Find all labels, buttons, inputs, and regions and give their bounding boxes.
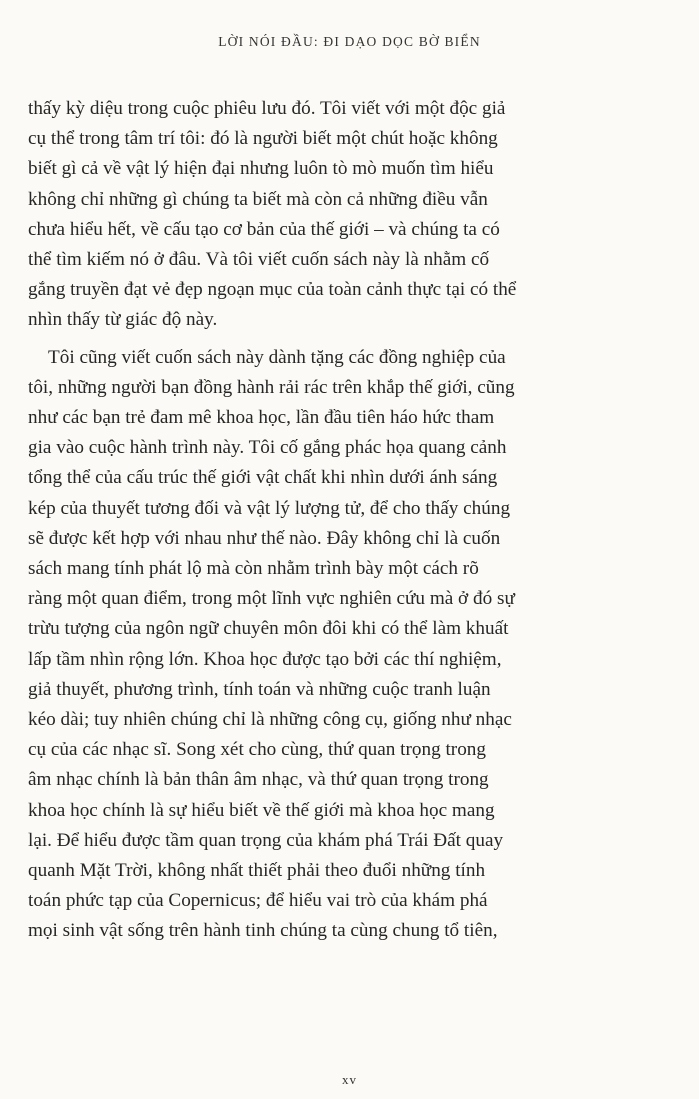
text-line: âm nhạc chính là bản thân âm nhạc, và thứ quan trọng trong (28, 769, 489, 791)
text-line: lại. Để hiểu được tầm quan trọng của khám phá Trái Đất quay (28, 829, 504, 851)
text-line: thể tìm kiếm nó ở đâu. Và tôi viết cuốn sách này là nhằm cố (28, 249, 490, 271)
text-line: tổng thể của cấu trúc thế giới vật chất khi nhìn dưới ánh sáng (28, 467, 498, 489)
text-line: gắng truyền đạt vẻ đẹp ngoạn mục của toàn cảnh thực tại có thể (28, 279, 517, 301)
text-line: nhìn thấy từ giác độ này. (28, 309, 218, 331)
text-line: Tôi cũng viết cuốn sách này dành tặng các đồng nghiệp của (48, 346, 506, 368)
text-line: ràng một quan điểm, trong một lĩnh vực nghiên cứu mà ở đó sự (28, 588, 515, 610)
text-line: cụ thể trong tâm trí tôi: đó là người biết một chút hoặc không (28, 128, 498, 150)
text-line: tôi, những người bạn đồng hành rải rác trên khắp thế giới, cũng (28, 376, 515, 398)
text-line: trừu tượng của ngôn ngữ chuyên môn đôi khi có thể làm khuất (28, 618, 509, 640)
text-line: mọi sinh vật sống trên hành tinh chúng ta cùng chung tổ tiên, (28, 920, 498, 942)
text-line: toán phức tạp của Copernicus; để hiểu vai trò của khám phá (28, 890, 488, 912)
paragraph-1 (28, 94, 678, 336)
text-line: không chỉ những gì chúng ta biết mà còn cả những điều vẫn (28, 188, 488, 210)
text-line: kéo dài; tuy nhiên chúng chỉ là những công cụ, giống như nhạc (28, 709, 512, 731)
text-line: kép của thuyết tương đối và vật lý lượng tử, để cho thấy chúng (28, 497, 511, 519)
paragraph-2 (28, 343, 678, 947)
page-number: xv (342, 1072, 357, 1087)
text-line: biết gì cả về vật lý hiện đại nhưng luôn tò mò muốn tìm hiểu (28, 158, 494, 180)
text-line: cụ của các nhạc sĩ. Song xét cho cùng, thứ quan trọng trong (28, 739, 486, 761)
text-line: chưa hiểu hết, về cấu tạo cơ bản của thế giới – và chúng ta có (28, 218, 500, 240)
text-line: lấp tầm nhìn rộng lớn. Khoa học được tạo bởi các thí nghiệm, (28, 648, 502, 670)
text-line: như các bạn trẻ đam mê khoa học, lần đầu tiên háo hức tham (28, 407, 495, 429)
text-line: khoa học chính là sự hiểu biết về thế giới mà khoa học mang (28, 799, 495, 821)
text-line: giả thuyết, phương trình, tính toán và những cuộc tranh luận (28, 678, 491, 700)
body-text (28, 94, 678, 947)
text-line: gia vào cuộc hành trình này. Tôi cố gắng phác họa quang cảnh (28, 437, 507, 459)
text-line: sẽ được kết hợp với nhau như thế nào. Đây không chỉ là cuốn (28, 527, 501, 549)
text-line: sách mang tính phát lộ mà còn nhằm trình bày một cách rõ (28, 558, 479, 580)
text-line: thấy kỳ diệu trong cuộc phiêu lưu đó. Tôi viết với một độc giả (28, 98, 506, 119)
text-line: quanh Mặt Trời, không nhất thiết phải theo đuổi những tính (28, 860, 486, 882)
running-head: LỜI NÓI ĐẦU: ĐI DẠO DỌC BỜ BIỂN (218, 34, 481, 49)
